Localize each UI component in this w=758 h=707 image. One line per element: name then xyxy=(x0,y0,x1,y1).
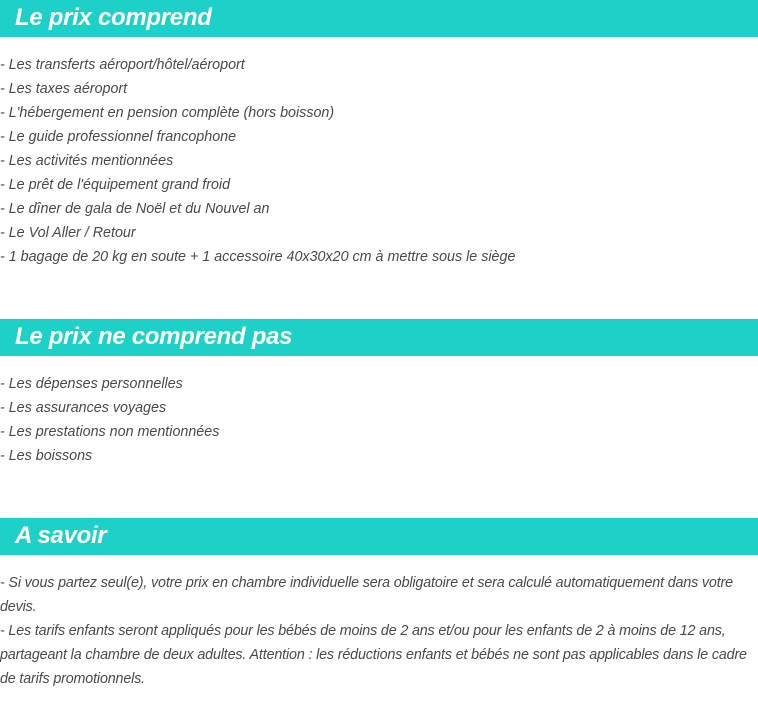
list-item: - Les boissons xyxy=(0,448,93,464)
list-item: - Les transferts aéroport/hôtel/aéroport xyxy=(0,57,245,73)
list-item: - L'hébergement en pension complète (hors boisson) xyxy=(0,105,335,121)
list-item: - Le prêt de l'équipement grand froid xyxy=(0,177,231,193)
section-title-not-included: Le prix ne comprend pas xyxy=(15,323,293,350)
section-header-included xyxy=(0,0,758,37)
info-paragraph-single-room: - Si vous partez seul(e), votre prix en chambre individuelle sera obligatoire et sera calculé automatiquement dans votre devis. xyxy=(0,575,733,615)
included-list xyxy=(0,53,758,269)
list-item: - 1 bagage de 20 kg en soute + 1 accessoire 40x30x20 cm à mettre sous le siège xyxy=(0,249,516,265)
list-item: - Le guide professionnel francophone xyxy=(0,129,237,145)
section-title-included: Le prix comprend xyxy=(15,4,212,31)
section-title-good-to-know: A savoir xyxy=(15,522,107,549)
not-included-list xyxy=(0,372,758,468)
info-paragraph-children-rates: - Les tarifs enfants seront appliqués pour les bébés de moins de 2 ans et/ou pour les enfants de 2 à moins de 12 ans, partageant la chambre de deux adultes. Attention : les réductions enfants et bébés ne sont pas applicables dans le cadre de tarifs promotionnels. xyxy=(0,623,747,687)
list-item: - Les prestations non mentionnées xyxy=(0,424,220,440)
list-item: - Le Vol Aller / Retour xyxy=(0,225,136,241)
list-item: - Le dîner de gala de Noël et du Nouvel an xyxy=(0,201,270,217)
list-item: - Les dépenses personnelles xyxy=(0,376,183,392)
list-item: - Les activités mentionnées xyxy=(0,153,174,169)
list-item: - Les assurances voyages xyxy=(0,400,167,416)
list-item: - Les taxes aéroport xyxy=(0,81,128,97)
section-header-good-to-know xyxy=(0,518,758,555)
section-header-not-included xyxy=(0,319,758,356)
